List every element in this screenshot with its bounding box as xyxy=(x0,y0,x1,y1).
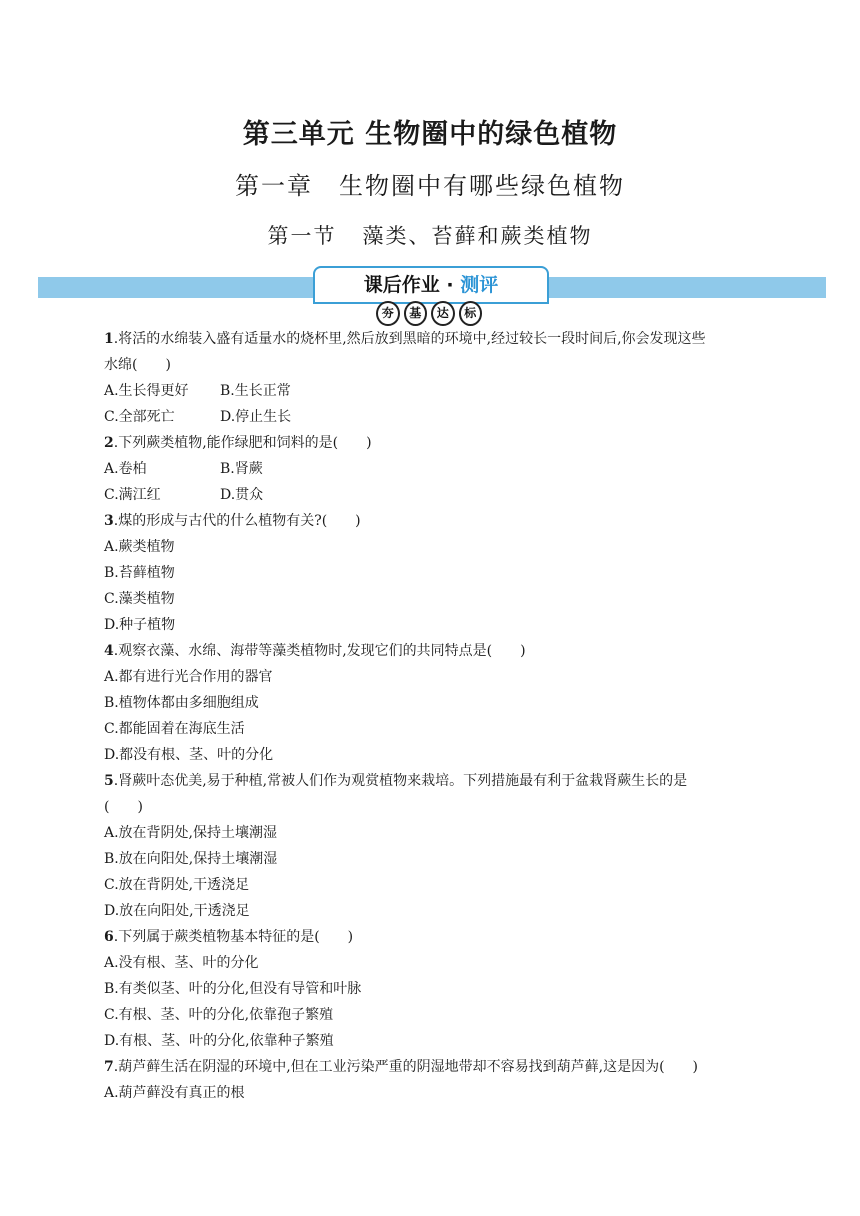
q2-option-d: D.贯众 xyxy=(220,487,264,503)
q3-option-a: A.蕨类植物 xyxy=(104,539,175,555)
q6-option-b: B.有类似茎、叶的分化,但没有导管和叶脉 xyxy=(104,981,362,997)
homework-banner xyxy=(313,266,549,304)
q3-option-c: C.藻类植物 xyxy=(104,591,175,607)
badge-2: 基 xyxy=(404,301,428,326)
section-label: 第一节 xyxy=(267,224,337,248)
q5-option-a: A.放在背阴处,保持土壤潮湿 xyxy=(104,825,278,841)
badge-4: 标 xyxy=(459,301,483,326)
question-6: 6.下列属于蕨类植物基本特征的是( ) xyxy=(104,929,354,945)
q2-option-b: B.肾蕨 xyxy=(220,461,263,477)
badge-3: 达 xyxy=(431,301,455,326)
section-name: 藻类、苔藓和蕨类植物 xyxy=(362,224,593,248)
q5-option-d: D.放在向阳处,干透浇足 xyxy=(104,903,250,919)
chapter-title xyxy=(0,166,860,201)
q4-option-d: D.都没有根、茎、叶的分化 xyxy=(104,747,274,763)
q6-option-d: D.有根、茎、叶的分化,依靠种子繁殖 xyxy=(104,1033,334,1049)
q6-option-a: A.没有根、茎、叶的分化 xyxy=(104,955,259,971)
question-5-line2: ( ) xyxy=(104,799,143,815)
question-1-line2: 水绵( ) xyxy=(104,357,171,373)
banner-main: 课后作业 · xyxy=(363,274,461,296)
section-title xyxy=(0,220,860,250)
question-3: 3.煤的形成与古代的什么植物有关?( ) xyxy=(104,513,361,529)
chapter-name: 生物圈中有哪些绿色植物 xyxy=(339,172,625,200)
chapter-label: 第一章 xyxy=(235,172,313,200)
unit-title: 第三单元 生物圈中的绿色植物 xyxy=(242,119,618,150)
q4-option-c: C.都能固着在海底生活 xyxy=(104,721,245,737)
q5-option-c: C.放在背阴处,干透浇足 xyxy=(104,877,250,893)
q6-option-c: C.有根、茎、叶的分化,依靠孢子繁殖 xyxy=(104,1007,334,1023)
question-4: 4.观察衣藻、水绵、海带等藻类植物时,发现它们的共同特点是( ) xyxy=(104,643,526,659)
q4-option-a: A.都有进行光合作用的器官 xyxy=(104,669,273,685)
question-5: 5.肾蕨叶态优美,易于种植,常被人们作为观赏植物来栽培。下列措施最有利于盆栽肾蕨生长的是 xyxy=(104,773,688,789)
q3-option-d: D.种子植物 xyxy=(104,617,176,633)
q2-option-a: A.卷柏 xyxy=(104,461,147,477)
q1-option-b: B.生长正常 xyxy=(220,383,291,399)
q7-option-a: A.葫芦藓没有真正的根 xyxy=(104,1085,245,1101)
question-1: 1.将活的水绵装入盛有适量水的烧杯里,然后放到黑暗的环境中,经过较长一段时间后,你会发现这些 xyxy=(104,331,706,347)
question-2: 2.下列蕨类植物,能作绿肥和饲料的是( ) xyxy=(104,435,372,451)
q1-option-c: C.全部死亡 xyxy=(104,409,175,425)
q4-option-b: B.植物体都由多细胞组成 xyxy=(104,695,259,711)
q5-option-b: B.放在向阳处,保持土壤潮湿 xyxy=(104,851,278,867)
badge-1: 夯 xyxy=(376,301,400,326)
q2-option-c: C.满江红 xyxy=(104,487,161,503)
level-badges xyxy=(376,301,482,325)
question-7: 7.葫芦藓生活在阴湿的环境中,但在工业污染严重的阴湿地带却不容易找到葫芦藓,这是因为( ) xyxy=(104,1059,699,1075)
banner-accent: 测评 xyxy=(460,274,499,296)
q1-option-a: A.生长得更好 xyxy=(104,383,189,399)
q1-option-d: D.停止生长 xyxy=(220,409,292,425)
q3-option-b: B.苔藓植物 xyxy=(104,565,175,581)
